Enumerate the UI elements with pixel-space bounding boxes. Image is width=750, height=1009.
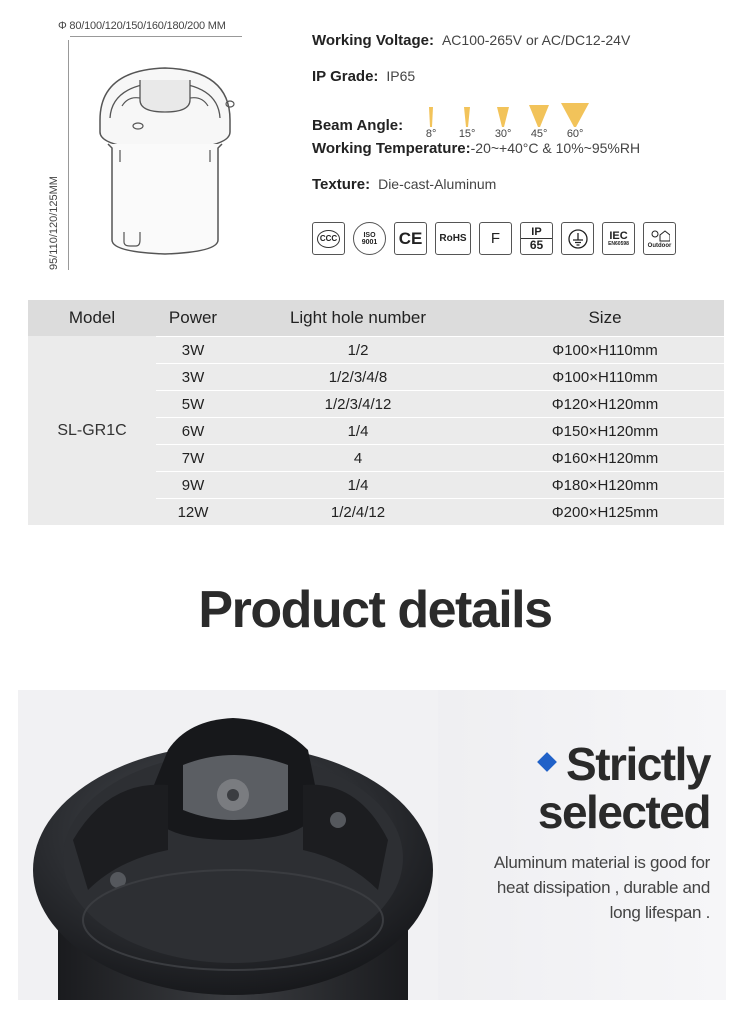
section-title: Product details — [198, 581, 552, 639]
cell-size: Φ150×H120mm — [551, 422, 659, 440]
model-cell: SL-GR1C — [57, 421, 127, 439]
desc-line-3: long lifespan . — [609, 903, 710, 922]
header-power: Power — [168, 308, 218, 327]
beam-60 — [559, 103, 591, 140]
cell-power: 3W — [181, 341, 205, 359]
iso-icon: ISO 9001 — [353, 222, 386, 255]
table-row — [156, 336, 724, 363]
spec-texture — [312, 176, 732, 212]
beam-8 — [415, 107, 447, 140]
cell-size: Φ100×H110mm — [552, 341, 658, 359]
cell-hole: 1/2/3/4/8 — [328, 368, 388, 386]
certification-icons — [312, 222, 676, 255]
table-row — [156, 363, 724, 390]
spec-temperature — [312, 140, 732, 176]
beam-15-label: 15° — [458, 128, 476, 140]
beam-icon — [526, 105, 552, 127]
diamond-bullet-icon — [537, 752, 557, 772]
ccc-icon: CCC — [312, 222, 345, 255]
strict-title-line1: Strictly — [566, 738, 710, 790]
texture-value: Die-cast-Aluminum — [378, 176, 497, 192]
cell-hole: 1/2/4/12 — [330, 503, 386, 521]
beam-45 — [523, 105, 555, 140]
beam-icon — [493, 107, 513, 127]
strict-title — [494, 740, 710, 788]
table-header — [28, 300, 724, 336]
f-mark-icon: F — [479, 222, 512, 255]
cell-power: 3W — [181, 368, 205, 386]
ip-value: IP65 — [386, 68, 416, 84]
cell-power: 9W — [181, 476, 205, 494]
beam-60-label: 60° — [566, 128, 584, 140]
header-size: Size — [588, 308, 622, 327]
beam-icon — [421, 107, 441, 127]
header-hole: Light hole number — [289, 308, 427, 327]
cell-size: Φ100×H110mm — [552, 368, 658, 386]
voltage-label: Working Voltage: — [312, 32, 434, 49]
cell-size: Φ180×H120mm — [551, 476, 659, 494]
rohs-icon: RoHS — [435, 222, 471, 255]
temperature-label: Working Temperature: — [312, 140, 471, 157]
beam-icon — [560, 103, 590, 127]
table-row — [156, 471, 724, 498]
ground-icon — [561, 222, 594, 255]
table-rows — [156, 336, 724, 525]
beam-angle-icons — [415, 103, 591, 140]
lamp-line-drawing — [80, 40, 250, 275]
cell-size: Φ160×H120mm — [551, 449, 659, 467]
beam-8-label: 8° — [425, 128, 437, 140]
cell-power: 7W — [181, 449, 205, 467]
diameter-line — [70, 36, 242, 37]
beam-icon — [457, 107, 477, 127]
texture-label: Texture: — [312, 176, 371, 193]
spec-header — [0, 0, 750, 280]
spec-beam — [312, 104, 732, 140]
outdoor-icon: Outdoor — [643, 222, 676, 255]
strict-description — [494, 850, 710, 925]
beam-30 — [487, 107, 519, 140]
model-table — [28, 300, 724, 525]
ip65-icon: IP 65 — [520, 222, 553, 255]
table-row — [156, 444, 724, 471]
cell-hole: 4 — [353, 449, 363, 467]
detail-panel — [18, 690, 726, 1000]
spec-ip — [312, 68, 732, 104]
lamp-closeup-photo — [18, 690, 438, 1000]
cell-size: Φ120×H120mm — [551, 395, 659, 413]
beam-15 — [451, 107, 483, 140]
cell-hole: 1/2/3/4/12 — [324, 395, 392, 413]
cell-power: 5W — [181, 395, 205, 413]
temperature-value: -20~+40°C & 10%~95%RH — [470, 140, 641, 156]
ip-label: IP Grade: — [312, 68, 379, 85]
table-row — [156, 390, 724, 417]
spec-list — [312, 32, 732, 212]
beam-45-label: 45° — [530, 128, 548, 140]
beam-30-label: 30° — [494, 128, 512, 140]
voltage-value: AC100-265V or AC/DC12-24V — [441, 32, 631, 48]
desc-line-1: Aluminum material is good for — [493, 853, 710, 872]
diameter-dimension: Φ 80/100/120/150/160/180/200 MM — [58, 20, 226, 32]
ce-icon: CE — [394, 222, 427, 255]
iec-icon: IEC EN60598 — [602, 222, 635, 255]
cell-power: 12W — [177, 503, 209, 521]
cell-power: 6W — [181, 422, 205, 440]
strict-title-line2: selected — [537, 786, 710, 838]
cell-hole: 1/4 — [347, 476, 369, 494]
cell-hole: 1/2 — [347, 341, 369, 359]
desc-line-2: heat dissipation , durable and — [496, 878, 710, 897]
cell-size: Φ200×H125mm — [551, 503, 659, 521]
spec-voltage — [312, 32, 732, 68]
strictly-selected-block — [494, 740, 710, 925]
table-body — [28, 336, 724, 525]
beam-label: Beam Angle: — [312, 117, 404, 134]
height-dimension: 95/110/120/125MM — [48, 176, 60, 270]
table-row — [156, 417, 724, 444]
header-model: Model — [68, 308, 116, 327]
table-row — [156, 498, 724, 525]
cell-hole: 1/4 — [347, 422, 369, 440]
height-line — [68, 40, 69, 270]
